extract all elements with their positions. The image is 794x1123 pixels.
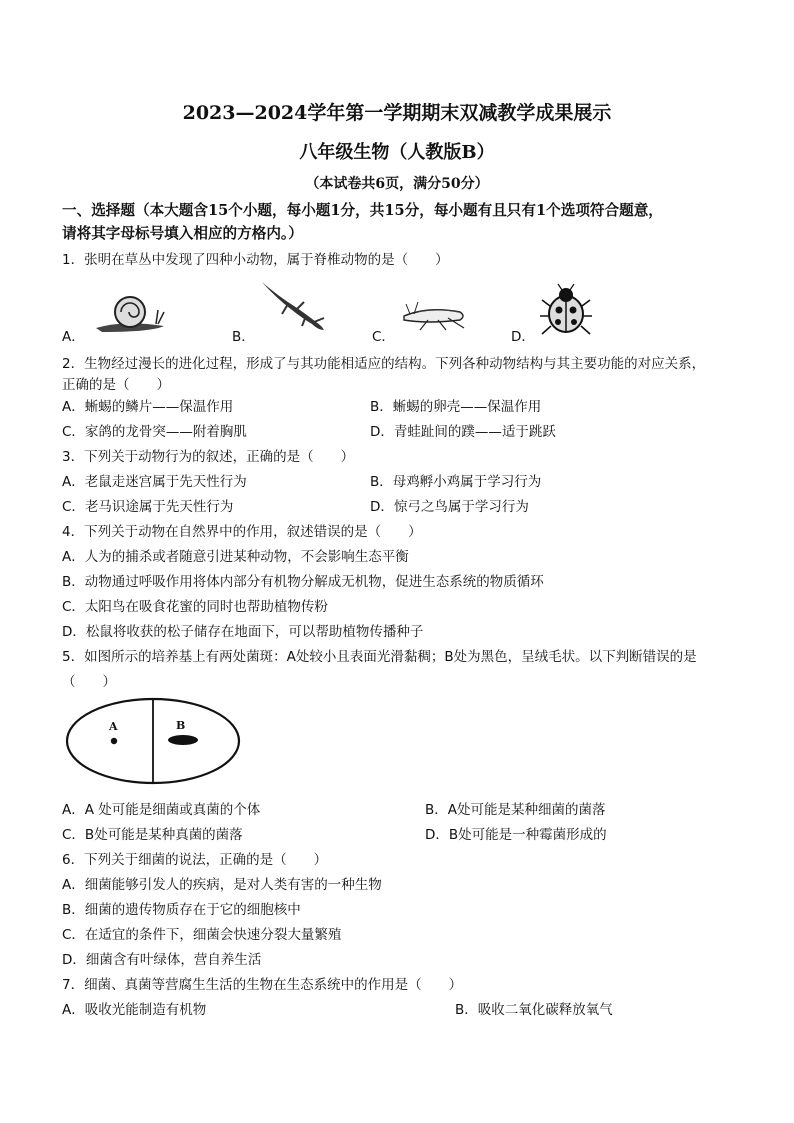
q1-stem: 1．张明在草丛中发现了四种小动物，属于脊椎动物的是（ ） <box>62 252 449 268</box>
colony-b-label: B <box>176 719 186 732</box>
q2-option-b: B．蜥蜴的卵壳——保温作用 <box>370 399 542 415</box>
q4-option-b: B．动物通过呼吸作用将体内部分有机物分解成无机物，促进生态系统的物质循环 <box>62 574 544 590</box>
q2-stem-line1: 2．生物经过漫长的进化过程，形成了与其功能相适应的结构。下列各种动物结构与其主要功能的对应关系， <box>62 356 706 372</box>
exam-note: （本试卷共6页，满分50分） <box>305 176 489 192</box>
exam-title: 2023—2024学年第一学期期末双减教学成果展示 <box>182 102 612 124</box>
q2-option-a: A．蜥蜴的鳞片——保温作用 <box>62 399 234 415</box>
q7-stem: 7．细菌、真菌等营腐生生活的生物在生态系统中的作用是（ ） <box>62 977 463 993</box>
q2-option-d: D．青蛙趾间的蹼——适于跳跃 <box>370 424 556 440</box>
q6-option-b: B．细菌的遗传物质存在于它的细胞核中 <box>62 902 301 918</box>
q1-option-b-label: B． <box>232 329 255 345</box>
q6-stem: 6．下列关于细菌的说法，正确的是（ ） <box>62 852 328 868</box>
petri-dish-svg <box>62 693 244 788</box>
q6-option-d: D．细菌含有叶绿体，营自养生活 <box>62 952 262 968</box>
q6-option-c: C．在适宜的条件下，细菌会快速分裂大量繁殖 <box>62 927 342 943</box>
q5-option-c: C．B处可能是某种真菌的菌落 <box>62 827 243 843</box>
exam-subtitle: 八年级生物（人教版B） <box>299 142 495 163</box>
q4-option-c: C．太阳鸟在吸食花蜜的同时也帮助植物传粉 <box>62 599 328 615</box>
q7-option-b: B．吸收二氧化碳释放氧气 <box>455 1002 613 1018</box>
petri-dish-figure <box>62 693 244 788</box>
section-heading-line2: 请将其字母标号填入相应的方格内。） <box>62 225 303 242</box>
q3-option-b: B．母鸡孵小鸡属于学习行为 <box>370 474 542 490</box>
q4-stem: 4．下列关于动物在自然界中的作用，叙述错误的是（ ） <box>62 524 422 540</box>
q3-option-a: A．老鼠走迷宫属于先天性行为 <box>62 474 247 490</box>
q6-option-a: A．细菌能够引发人的疾病，是对人类有害的一种生物 <box>62 877 382 893</box>
grasshopper-icon <box>398 300 470 332</box>
q1-option-d-label: D． <box>511 329 535 345</box>
q7-option-a: A．吸收光能制造有机物 <box>62 1002 207 1018</box>
q3-option-d: D．惊弓之鸟属于学习行为 <box>370 499 529 515</box>
q4-option-d: D．松鼠将收获的松子储存在地面下，可以帮助植物传播种子 <box>62 624 424 640</box>
q5-option-a: A．A 处可能是细菌或真菌的个体 <box>62 802 261 818</box>
q5-stem-line1: 5．如图所示的培养基上有两处菌斑：A处较小且表面光滑黏稠；B处为黑色，呈绒毛状。以下判断错误的是 <box>62 649 697 665</box>
q2-stem-line2: 正确的是（ ） <box>62 377 170 393</box>
section-heading-line1: 一、选择题（本大题含15个小题，每小题1分，共15分，每小题有且只有1个选项符合题意， <box>62 202 663 219</box>
q1-option-c-label: C． <box>372 329 395 345</box>
q3-stem: 3．下列关于动物行为的叙述，正确的是（ ） <box>62 449 355 465</box>
q5-option-b: B．A处可能是某种细菌的菌落 <box>425 802 606 818</box>
q4-option-a: A．人为的捕杀或者随意引进某种动物，不会影响生态平衡 <box>62 549 409 565</box>
q5-option-d: D．B处可能是一种霉菌形成的 <box>425 827 607 843</box>
snail-icon <box>92 290 172 335</box>
q1-option-a-label: A． <box>62 329 85 345</box>
lizard-icon <box>258 278 330 336</box>
colony-a-label: A <box>109 720 118 733</box>
q3-option-c: C．老马识途属于先天性行为 <box>62 499 234 515</box>
ladybug-icon <box>538 282 594 338</box>
q2-option-c: C．家鸽的龙骨突——附着胸肌 <box>62 424 247 440</box>
q5-stem-line2: （ ） <box>62 674 116 690</box>
